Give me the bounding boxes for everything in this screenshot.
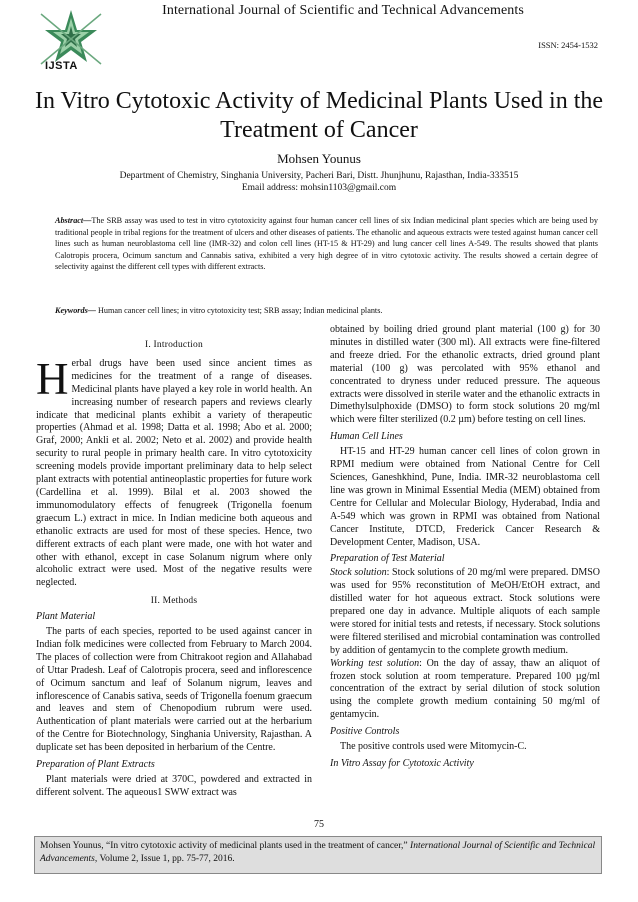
assay-heading: In Vitro Assay for Cytotoxic Activity: [330, 758, 474, 769]
working-solution-paragraph: [330, 658, 600, 723]
cell-lines-text: HT-15 and HT-29 human cancer cell lines of colon grown in RPMI medium were obtained from National Centre for Cell Sciences, Ganeshkhind, Pune, India. IMR-32 neuroblastoma cell line was grown in Minimal Essential Media (MEM) obtained from Centre for Cellular and Molecular Biology, Hyderabad, India and A-549 which was grown in RPMI was obtained from National Cancer Institute, DTCD, Frederick Cancer Research & Development Center, Madison, USA.: [330, 446, 600, 548]
positive-controls-text: The positive controls used were Mitomycin-C.: [340, 741, 527, 753]
plant-material-text: The parts of each species, reported to be used against cancer in Indian folk medicines were collected from February to March 2004. The places of collection were from Chitrakoot region and Allahabad of Uttar Pradesh. Leaf of Calotropis procera, seed and inflorescence of Ocimum sanctum and leaf of Solanum nigrum, leaves and inflorescence of Canabis sativa, seeds of Trigonella foenum graecum and leaves and stem of Chenopodium rubrum were used. Authentication of plant materials were carried out at the herbarium of the Centre for Biotechnology, Singhania University, Rajasthan. A duplicate set has been deposited in herbarium of the Centre.: [36, 626, 312, 754]
logo-text: IJSTA: [45, 60, 78, 72]
paper-title: In Vitro Cytotoxic Activity of Medicinal Plants Used in the Treatment of Cancer: [34, 88, 604, 143]
prep-extracts-text: Plant materials were dried at 370C, powdered and extracted in different solvent. The aqueous1 SWW extract was: [36, 774, 312, 798]
working-solution-text: : On the day of assay, thaw an aliquot of frozen stock solution at room temperature. Prepared 100 µg/ml concentration of the extract by serial dilution of stock solution using the complete growth medium containing 50 mg/ml of gentamycin.: [330, 657, 600, 721]
drop-cap: H: [36, 353, 69, 404]
left-column: [36, 339, 312, 800]
citation-details: , Volume 2, Issue 1, pp. 75-77, 2016.: [94, 854, 235, 864]
citation-journal: International Journal of Scientific and Technical Advancements: [40, 841, 596, 864]
page-number: 75: [314, 819, 324, 830]
keywords: [55, 305, 598, 317]
abstract-label: Abstract—: [55, 216, 92, 225]
issn: ISSN: 2454-1532: [538, 40, 598, 50]
introduction-text: erbal drugs have been used since ancient times as medicines for the treatment of a range of diseases. Medicinal plants have played a key role in world health. An increasing number of research papers and reviews clearly indicate that medicinal plants exhibit a variety of therapeutic properties (Ahmad et al. 1998; Datta et al. 1998; Abo et al. 2000; Graf, 2000; Ankli et al. 2002; Neto et al. 2002) and provide health security to rural people in primary health care. In vitro cytotoxicity screening models provide important preliminary data to help select plant extracts with potential antineoplastic properties for future work (Cardellina et al. 1999). Bilal et al. 2003 showed the immunomodulatory effects of fenugreek (Trigonella foenum graecum L.) extract in mice. In Indian medicine both aqueous and ethanolic extracts are used for most of these species. Hence, two different extracts of each plant were made, one with hot water and other with ethanol, except in case Solanum nigrum where only alcoholic extract were used. Most of the negative results were neglected.: [36, 357, 312, 589]
extracts-continued-text: obtained by boiling dried ground plant material (100 g) for 30 minutes in distilled water (300 ml). All extracts were fine-filtered and freeze dried. For the ethanolic extracts, dried ground plant material (100 g) was percolated with 95% ethanol and concentrated to dryness under reduced pressure. The aqueous extracts were dissolved in sterile water and the ethanolic extracts in Dimethylsulphoxide (DMSO) to form stock solutions 20 mg/ml which were filter sterilized (0.2 µm) before testing on cell lines.: [330, 324, 600, 426]
affiliation: Department of Chemistry, Singhania University, Pacheri Bari, Distt. Jhunjhunu, Rajasthan, India-333515: [119, 171, 519, 181]
journal-name: International Journal of Scientific and Technical Advancements: [162, 3, 524, 18]
introduction-heading: I. Introduction: [145, 340, 203, 350]
right-column: [330, 324, 600, 771]
affiliation-block: [20, 170, 618, 194]
abstract: [55, 215, 598, 273]
methods-heading: II. Methods: [150, 596, 198, 607]
stock-solution-label: Stock solution: [330, 567, 387, 579]
email-address: Email address: mohsin1103@gmail.com: [241, 183, 397, 193]
positive-controls-heading: Positive Controls: [330, 726, 400, 738]
keywords-text: Human cancer cell lines; in vitro cytotoxicity test; SRB assay; Indian medicinal plants.: [95, 306, 383, 315]
prep-extracts-heading: Preparation of Plant Extracts: [36, 759, 155, 771]
working-solution-label: Working test solution: [330, 657, 420, 669]
cell-lines-heading: Human Cell Lines: [330, 431, 403, 443]
stock-solution-text: : Stock solutions of 20 mg/ml were prepared. DMSO was used for 95% reconstitution of MeOH/EtOH extract, and distilled water for hot aqueous extract. Stock solutions were prepared one day in advance. Multiple aliquots of each sample were stored for initial tests and retests, if necessary. Stock solutions were filtered sterilised and microbial contamination was controlled by addition of gentamycin to the complete growth medium.: [330, 567, 600, 656]
citation-authors: Mohsen Younus, “In vitro cytotoxic activity of medicinal plants used in the treatment of cancer,”: [40, 841, 411, 851]
stock-solution-paragraph: [330, 567, 600, 657]
author-name: Mohsen Younus: [277, 151, 361, 166]
abstract-text: The SRB assay was used to test in vitro cytotoxicity against four human cancer cell lines of six Indian medicinal plant species which are being used by traditional people in tribal regions for the treatment of ulcers and other diseases of patients. The ethanolic and aqueous extracts were tested against human cancer cell lines such as human neuroblastoma cell line (IMR-32) and colon cell lines (HT-15 & HT-29) and lung cancer cell lines A-549. The results showed that plants Calotropis procera, Ocimum sanctum and Cannabis sativa, exhibited a very high degree of in vitro cytotoxic activity. The results showed a certain degree of selectivity against the different cell types with different extracts.: [55, 216, 598, 271]
citation-text: [40, 840, 596, 866]
prep-test-heading: Preparation of Test Material: [330, 553, 445, 565]
keywords-label: Keywords—: [55, 306, 96, 315]
introduction-paragraph: [36, 353, 312, 590]
plant-material-heading: Plant Material: [36, 611, 96, 623]
